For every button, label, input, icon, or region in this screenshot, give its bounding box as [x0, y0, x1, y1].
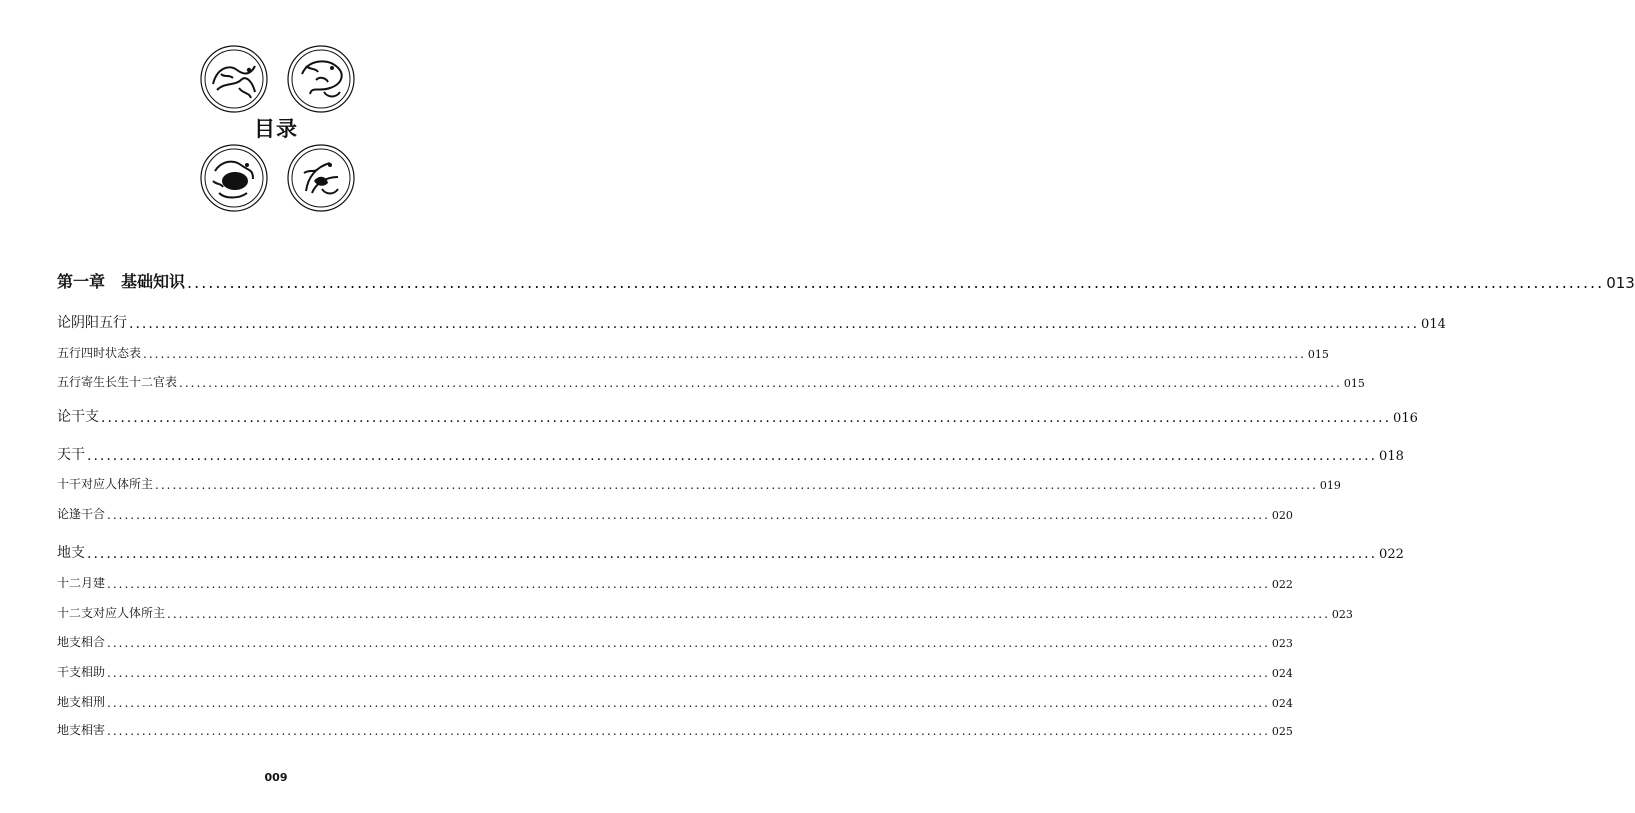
toc-dot-leader: ........................................................................................................................................................................................................ [179, 376, 1342, 390]
toc-dot-leader: ........................................................................................................................................................................................................ [155, 478, 1318, 492]
toc-entry-label: 干支相助 [57, 665, 106, 679]
toc-entry-page: 015 [1343, 377, 1365, 390]
toc-entry-page: 019 [1319, 479, 1341, 492]
phoenix-medallion-icon [286, 143, 356, 213]
toc-entry-page: 022 [1379, 547, 1404, 562]
toc-entry-label: 地支相害 [57, 723, 106, 737]
toc-entry [57, 662, 1293, 680]
toc-entry-label: 五行寄生长生十二官表 [57, 375, 178, 389]
toc-entry-label: 地支相合 [57, 635, 106, 649]
toc-entry [57, 474, 1341, 492]
toc-entry-label: 论干支 [57, 409, 99, 425]
toc-entry-page: 018 [1379, 449, 1404, 464]
toc-entry-page: 024 [1271, 697, 1293, 710]
toc-dot-leader: ........................................................................................................................................................................................................ [107, 636, 1270, 650]
toc-entry [57, 632, 1293, 650]
toc-entry-label: 论阴阳五行 [57, 315, 127, 331]
toc-entry-page: 013 [1606, 274, 1635, 292]
toc-entry [57, 406, 1418, 426]
toc-entry [57, 504, 1293, 522]
toc-entry [57, 542, 1404, 562]
toc-entry [57, 270, 1635, 292]
toc-entry-page: 023 [1331, 608, 1353, 621]
toc-entry-page: 025 [1271, 725, 1293, 738]
toc-dot-leader: ........................................................................................................................................................................................................ [107, 508, 1270, 522]
toc-entry-page: 023 [1271, 637, 1293, 650]
toc-entry [57, 312, 1446, 332]
toc-entry-label: 天干 [57, 447, 85, 463]
toc-entry-page: 016 [1393, 411, 1418, 426]
toc-dot-leader: ........................................................................................................................................................................................................ [143, 347, 1306, 361]
toc-dot-leader: ........................................................................................................................................................................................................ [107, 696, 1270, 710]
toc-entry [57, 603, 1353, 621]
toc-dot-leader: ........................................................................................................................................................................................................ [187, 273, 1605, 292]
toc-entry-page: 022 [1271, 578, 1293, 591]
toc-dot-leader: ........................................................................................................................................................................................................ [107, 724, 1270, 738]
toc-dot-leader: ........................................................................................................................................................................................................ [87, 448, 1378, 464]
toc-dot-leader: ........................................................................................................................................................................................................ [167, 607, 1330, 621]
toc-dot-leader: ........................................................................................................................................................................................................ [129, 316, 1420, 332]
toc-dot-leader: ........................................................................................................................................................................................................ [87, 546, 1378, 562]
toc-entry-page: 020 [1271, 509, 1293, 522]
toc-entry-page: 024 [1271, 667, 1293, 680]
page-title: 目录 [254, 117, 298, 141]
toc-entry [57, 720, 1293, 738]
toc-entry [57, 692, 1293, 710]
toc-entry [57, 343, 1329, 361]
toc-entry-label: 五行四时状态表 [57, 346, 142, 360]
toc-entry-label: 第一章 基础知识 [57, 272, 186, 291]
toc-dot-leader: ........................................................................................................................................................................................................ [107, 577, 1270, 591]
toc-entry-label: 论逢干合 [57, 507, 106, 521]
toc-entry-page: 014 [1421, 317, 1446, 332]
toc-entry [57, 372, 1365, 390]
toc-entry [57, 444, 1404, 464]
toc-entry-label: 十二支对应人体所主 [57, 606, 166, 620]
toc-entry-label: 十干对应人体所主 [57, 477, 154, 491]
toc-entry-label: 地支相刑 [57, 695, 106, 709]
toc-entry-page: 015 [1307, 348, 1329, 361]
dragon-medallion-icon [286, 44, 356, 114]
tiger-medallion-icon [199, 44, 269, 114]
toc-dot-leader: ........................................................................................................................................................................................................ [101, 410, 1392, 426]
page-number: 009 [264, 771, 288, 784]
tortoise-medallion-icon [199, 143, 269, 213]
toc-entry [57, 573, 1293, 591]
toc-dot-leader: ........................................................................................................................................................................................................ [107, 666, 1270, 680]
toc-entry-label: 地支 [57, 545, 85, 561]
toc-entry-label: 十二月建 [57, 576, 106, 590]
